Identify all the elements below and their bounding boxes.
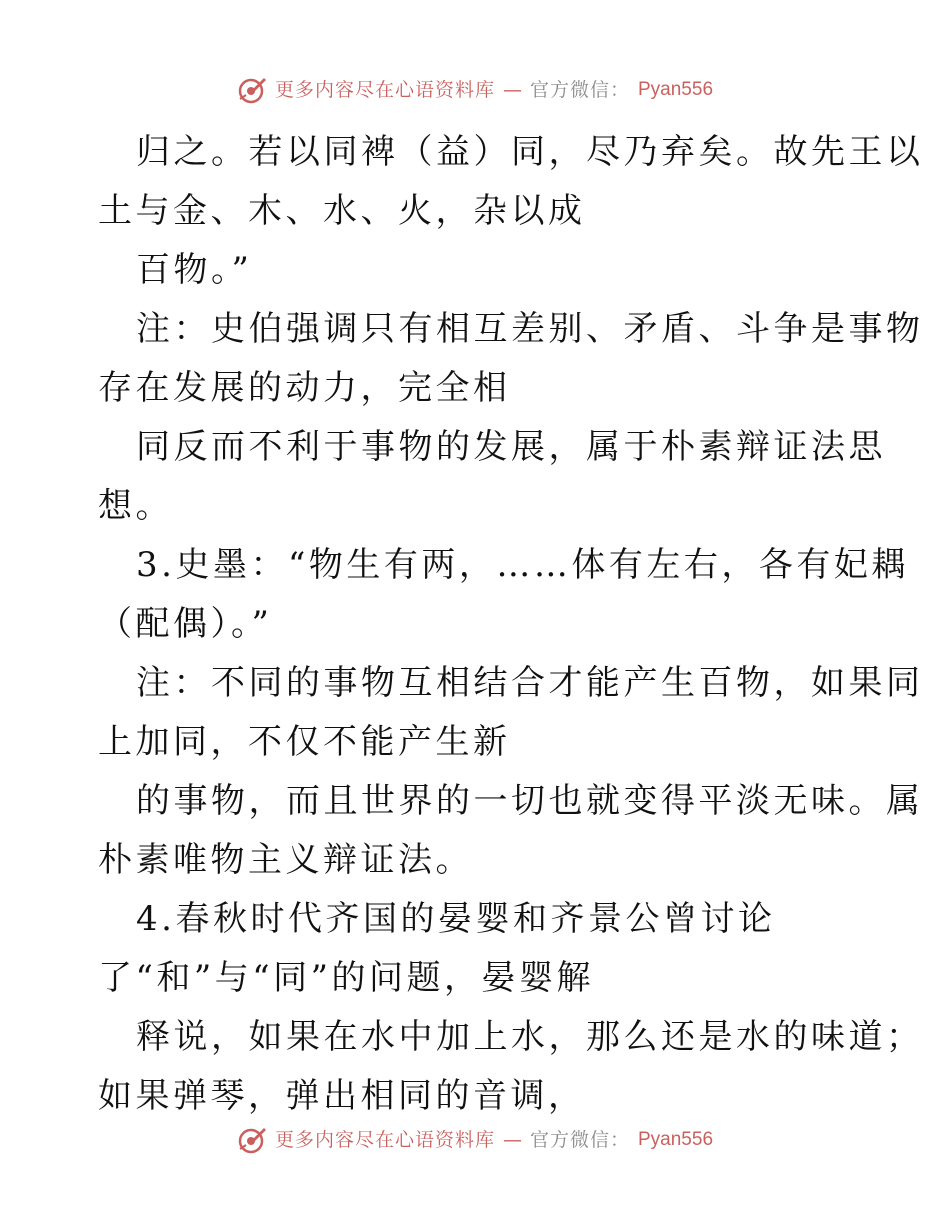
text-line: 归之。若以同裨（益）同，尽乃弃矣。故先王以 [136, 132, 924, 172]
document-body [98, 123, 924, 1126]
site-name: 更多内容尽在心语资料库 [274, 79, 495, 101]
text-line: 同反而不利于事物的发展，属于朴素辩证法思 [136, 427, 886, 467]
text-line: 土与金、木、水、火，杂以成 [98, 191, 586, 231]
wechat-id: Pyan556 [638, 79, 714, 100]
text-line: 注：不同的事物互相结合才能产生百物，如果同 [136, 663, 924, 703]
text-line: 上加同，不仅不能产生新 [98, 722, 511, 762]
text-line: 4.春秋时代齐国的晏婴和齐景公曾讨论 [136, 899, 776, 939]
text-line: 存在发展的动力，完全相 [98, 368, 511, 408]
banner-dash: — [502, 1129, 522, 1151]
banner-dash: — [502, 79, 522, 101]
text-line: 朴素唯物主义辩证法。 [98, 840, 473, 880]
text-line: 3.史墨：“物生有两，……体有左右，各有妃耦 [136, 545, 909, 585]
pen-logo-icon [237, 1125, 267, 1155]
site-name: 更多内容尽在心语资料库 [274, 1129, 495, 1151]
pen-logo-icon [237, 75, 267, 105]
text-line: 的事物，而且世界的一切也就变得平淡无味。属 [136, 781, 924, 821]
text-line: 释说，如果在水中加上水，那么还是水的味道； [136, 1017, 924, 1057]
text-line: （配偶）。” [98, 604, 273, 644]
wechat-label: 官方微信： [529, 79, 630, 101]
text-line: 如果弹琴，弹出相同的音调， [98, 1076, 586, 1116]
header-banner [0, 75, 950, 105]
text-line: 注：史伯强调只有相互差别、矛盾、斗争是事物 [136, 309, 924, 349]
text-line: 百物。” [136, 250, 253, 290]
text-line: 了“和”与“同”的问题，晏婴解 [98, 958, 595, 998]
wechat-id: Pyan556 [638, 1129, 714, 1150]
footer-banner [0, 1125, 950, 1155]
wechat-label: 官方微信： [529, 1129, 630, 1151]
text-line: 想。 [98, 486, 173, 526]
